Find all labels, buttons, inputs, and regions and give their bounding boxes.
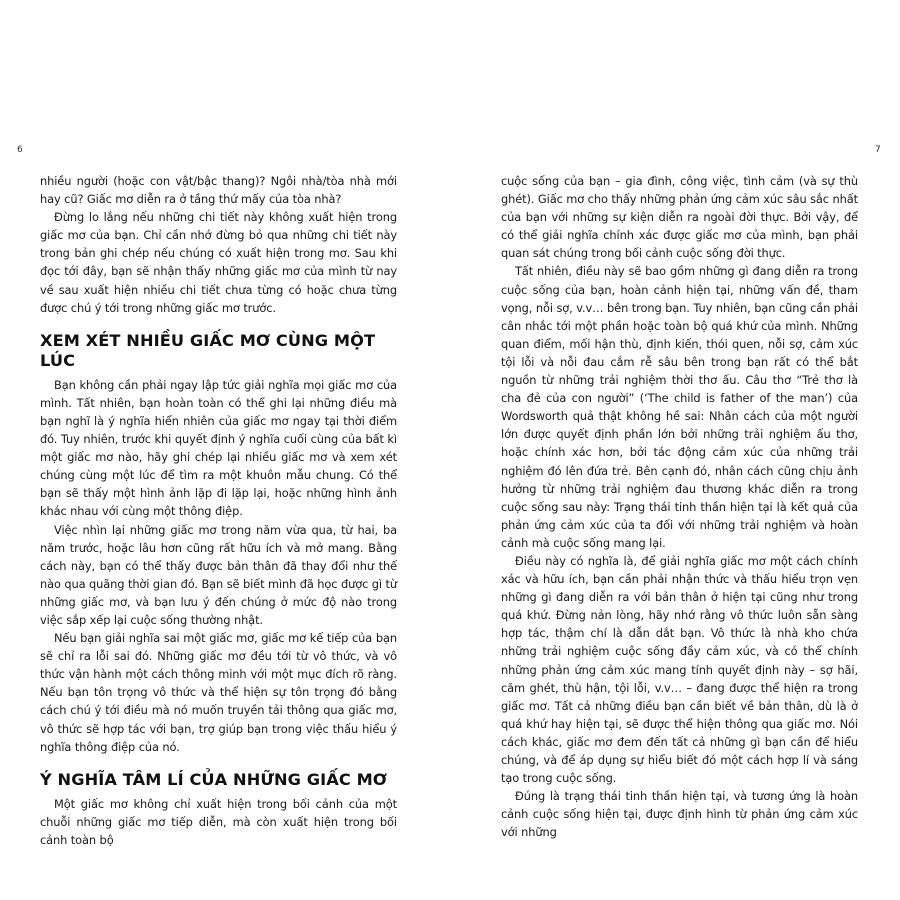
paragraph: Bạn không cần phải ngay lập tức giải nghĩa mọi giấc mơ của mình. Tất nhiên, bạn hoàn toàn có thể ghi lại những điều mà bạn nghĩ là ý nghĩa hiển nhiên của giấc mơ ngay tại thời điểm đó. Tuy nhiên, trước khi quyết định ý nghĩa cuối cùng của bất kì một giấc mơ nào, hãy ghi chép lại nhiều giấc mơ và xem xét chúng cùng một lúc để tìm ra một khuôn mẫu chung. Có thể bạn sẽ thấy một hình ảnh lặp đi lặp lại, hoặc những hình ảnh khác nhau với cùng một thông điệp. xyxy=(40,377,397,519)
paragraph: Tất nhiên, điều này sẽ bao gồm những gì đang diễn ra trong cuộc sống của bạn, hoàn cảnh hiện tại, những vấn đề, tham vọng, nỗi sợ, v.v… bên trong bạn. Tuy nhiên, bạn cũng cần phải cân nhắc tới một phần hoặc toàn bộ quá khứ của mình. Những quan điểm, mối hận thù, định kiến, thói quen, nỗi sợ, cảm xúc tội lỗi và nỗi đau cắm rễ sâu bên trong bạn rất có thể bắt nguồn từ những trải nghiệm thời thơ ấu. Câu thơ “Trẻ thơ là cha đẻ của con người” (‘The child is father of the man’) của Wordsworth quả thật không hề sai: Nhân cách của một người lớn được quyết định phần lớn bởi những trải nghiệm ấu thơ, hoặc chính xác hơn, bởi tác động cảm xúc của những trải nghiệm đó lên đứa trẻ. Bên cạnh đó, nhân cách cũng chịu ảnh hưởng từ những trải nghiệm đau thương khác diễn ra trong cuộc sống sau này: Trạng thái tinh thần hiện tại là kết quả của phản ứng cảm xúc của ta đối với những trải nghiệm và hoàn cảnh mà cuộc sống mang lại. xyxy=(501,264,858,550)
paragraph: Điều này có nghĩa là, để giải nghĩa giấc mơ một cách chính xác và hữu ích, bạn cần phải nhận thức và thấu hiểu trọn vẹn những gì đang diễn ra với bản thân ở hiện tại cũng như trong quá khứ. Đừng nản lòng, hãy nhớ rằng vô thức luôn sẵn sàng hợp tác, thậm chí là dẫn dắt bạn. Vô thức là nhà kho chứa những trải nghiệm cuộc sống đầy cảm xúc, và có thể chính những phản ứng cảm xúc mang tính quyết định này – sợ hãi, căm ghét, thù hận, tội lỗi, v.v… – đang được thể hiện ra trong giấc mơ. Tất cả những điều bạn cần biết về bản thân, dù là ở quá khứ hay hiện tại, sẽ được thể hiện thông qua giấc mơ. Nói cách khác, giấc mơ đem đến tất cả những gì bạn cần để hiểu chúng, và để áp dụng sự hiểu biết đó một cách hợp lí và sáng tạo trong cuộc sống. xyxy=(501,553,858,786)
paragraph: Nếu bạn giải nghĩa sai một giấc mơ, giấc mơ kế tiếp của bạn sẽ chỉ ra lỗi sai đó. Những giấc mơ đều tới từ vô thức, và vô thức vận hành một cách thông minh với một mục đích rõ ràng. Nếu bạn tôn trọng vô thức và thể hiện sự tôn trọng đó bằng cách chú ý tới điều mà nó muốn truyền tải thông qua giấc mơ, vô thức sẽ hợp tác với bạn, trợ giúp bạn trong việc thấu hiểu ý nghĩa thông điệp của nó. xyxy=(40,631,397,754)
section-heading: XEM XÉT NHIỀU GIẤC MƠ CÙNG MỘT LÚC xyxy=(40,330,376,370)
section-heading: Ý NGHĨA TÂM LÍ CỦA NHỮNG GIẤC MƠ xyxy=(40,769,388,789)
left-page-column xyxy=(40,172,397,849)
paragraph: cuộc sống của bạn – gia đình, công việc, tình cảm (và sự thù ghét). Giấc mơ cho thấy những phản ứng cảm xúc sâu sắc nhất của bạn với những sự kiện diễn ra ngoài đời thực. Bởi vậy, để có thể giải nghĩa chính xác được giấc mơ của mình, bạn phải quan sát chúng trong bối cảnh cuộc sống đời thực. xyxy=(501,174,858,261)
paragraph: Đừng lo lắng nếu những chi tiết này không xuất hiện trong giấc mơ của bạn. Chỉ cần nhớ đừng bỏ qua những chi tiết này trong bản ghi chép nếu chúng có xuất hiện trong mơ. Sau khi đọc tới đây, bạn sẽ nhận thấy những giấc mơ của mình từ nay về sau xuất hiện nhiều chi tiết chưa từng có hoặc chưa từng được chú ý tới trong những giấc mơ trước. xyxy=(40,210,397,315)
right-page-column xyxy=(501,172,858,841)
paragraph: Một giấc mơ không chỉ xuất hiện trong bối cảnh của một chuỗi những giấc mơ tiếp diễn, mà còn xuất hiện trong bối cảnh toàn bộ xyxy=(40,796,397,847)
paragraph: nhiều người (hoặc con vật/bậc thang)? Ngôi nhà/tòa nhà mới hay cũ? Giấc mơ diễn ra ở tầng thứ mấy của tòa nhà? xyxy=(40,174,397,207)
page-number-right: 7 xyxy=(875,145,881,155)
page-number-left: 6 xyxy=(17,145,23,155)
paragraph: Đúng là trạng thái tinh thần hiện tại, và tương ứng là hoàn cảnh cuộc sống hiện tại, được định hình từ phản ứng cảm xúc với những xyxy=(501,789,858,840)
paragraph: Việc nhìn lại những giấc mơ trong năm vừa qua, từ hai, ba năm trước, hoặc lâu hơn cũng rất hữu ích và mở mang. Bằng cách này, bạn có thể thấy được bản thân đã thay đổi như thế nào qua quãng thời gian đó. Bạn sẽ biết mình đã học được gì từ những giấc mơ, và bạn lưu ý đến chúng ở mức độ nào trong việc sắp xếp lại cuộc sống thường nhật. xyxy=(40,522,397,627)
